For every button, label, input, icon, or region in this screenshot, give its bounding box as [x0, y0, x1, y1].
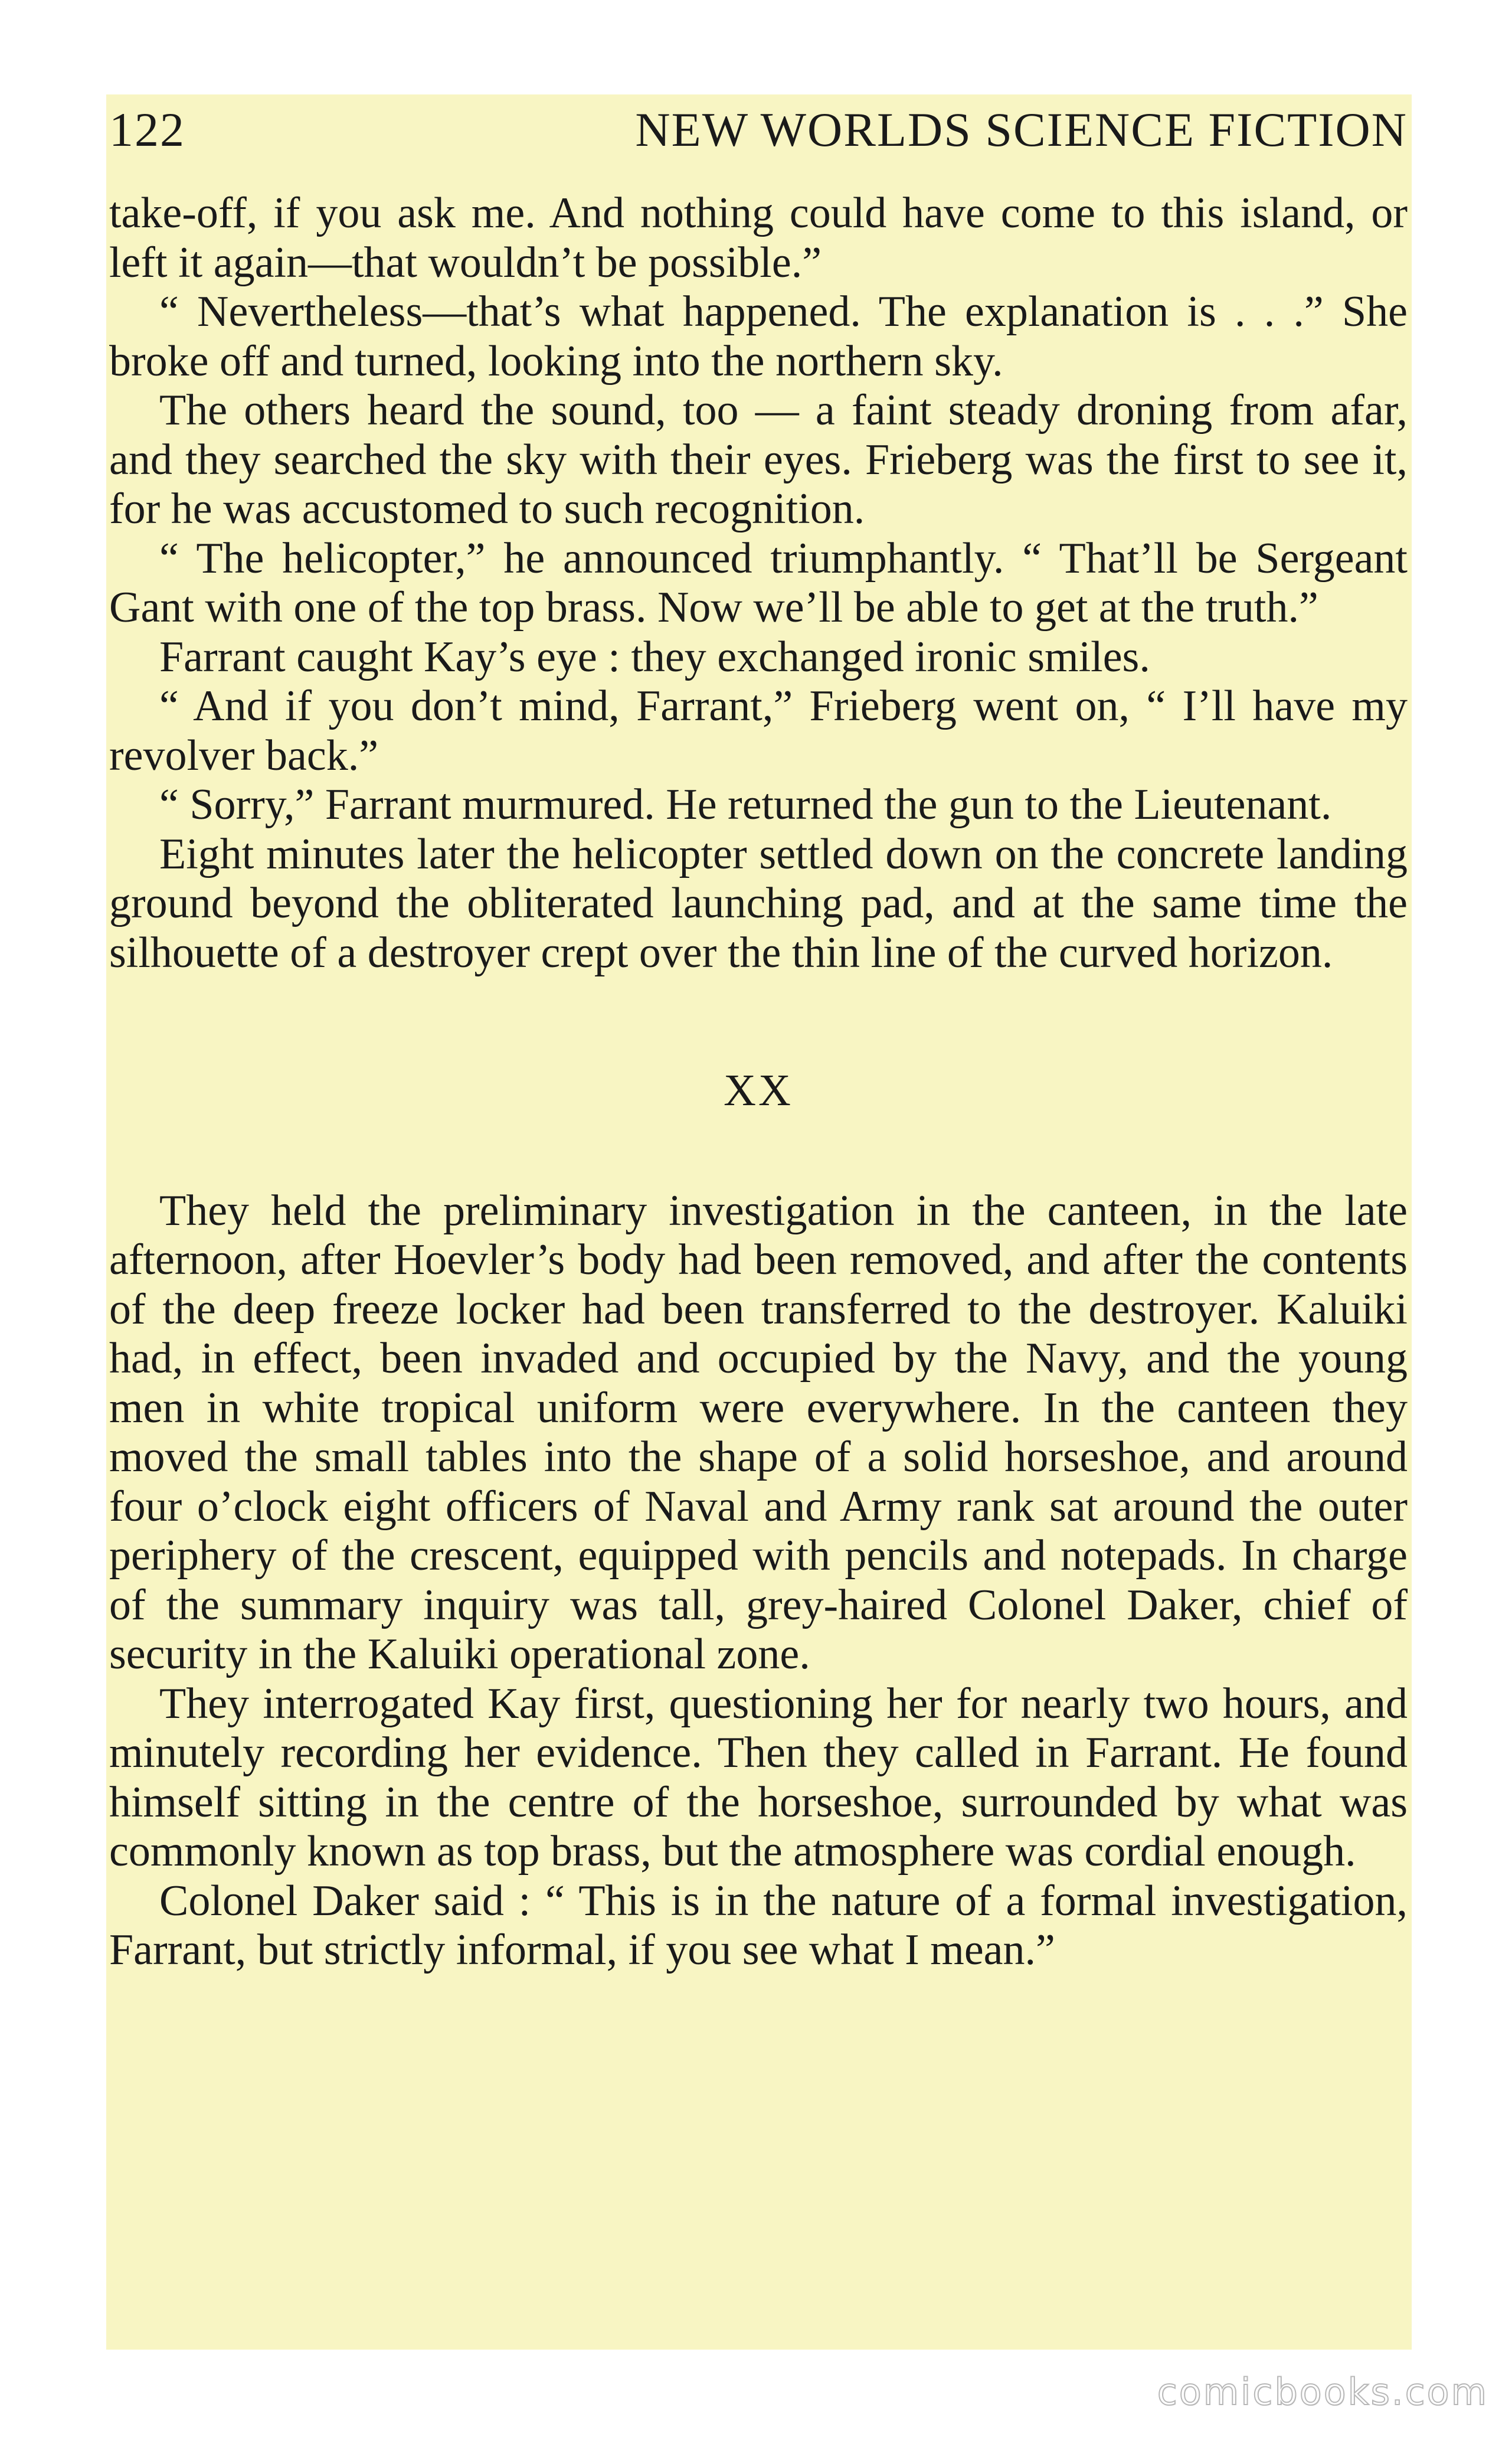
- paragraph: “ Nevertheless—that’s what happened. The explanation is . . .” She broke off and turned, looking into the northern sky.: [109, 288, 1408, 386]
- paragraph: “ The helicopter,” he announced triumphantly. “ That’ll be Sergeant Gant with one of the top brass. Now we’ll be able to get at the truth.”: [109, 534, 1408, 632]
- running-header: [109, 94, 1408, 165]
- paragraph-continuation: take-off, if you ask me. And nothing could have come to this island, or left it again—that wouldn’t be possible.”: [109, 189, 1408, 287]
- page-number: 122: [109, 103, 185, 156]
- paragraph: “ Sorry,” Farrant murmured. He returned the gun to the Lieutenant.: [159, 780, 1332, 829]
- paragraph: Farrant caught Kay’s eye : they exchanged ironic smiles.: [159, 632, 1150, 681]
- paragraph: They held the preliminary investigation in the canteen, in the late afternoon, after Hoevler’s body had been removed, and after the contents of the deep freeze locker had been transferred to the destroyer. Kaluiki had, in effect, been invaded and occupied by the Navy, and the young men in white tropical uniform were everywhere. In the canteen they moved the small tables into the shape of a solid horseshoe, and around four o’clock eight officers of Naval and Army rank sat around the outer periphery of the crescent, equipped with pencils and notepads. In charge of the summary inquiry was tall, grey-haired Colonel Daker, chief of security in the Kaluiki operational zone.: [109, 1186, 1408, 1678]
- paragraph: Eight minutes later the helicopter settled down on the concrete landing ground beyond the obliterated launching pad, and at the same time the silhouette of a destroyer crept over the thin line of the curved horizon.: [109, 829, 1408, 977]
- paragraph: “ And if you don’t mind, Farrant,” Frieberg went on, “ I’ll have my revolver back.”: [109, 682, 1408, 780]
- paragraph: Colonel Daker said : “ This is in the nature of a formal investigation, Farrant, but strictly informal, if you see what I mean.”: [109, 1876, 1408, 1974]
- paragraph: The others heard the sound, too — a faint steady droning from afar, and they searched the sky with their eyes. Frieberg was the first to see it, for he was accustomed to such recognition.: [109, 386, 1408, 533]
- watermark: comicbooks.com: [1157, 2370, 1488, 2413]
- paragraph: They interrogated Kay first, questioning her for nearly two hours, and minutely recording her evidence. Then they called in Farrant. He found himself sitting in the centre of the horseshoe, surrounded by what was commonly known as top brass, but the atmosphere was cordial enough.: [109, 1679, 1408, 1876]
- running-title: NEW WORLDS SCIENCE FICTION: [635, 103, 1408, 156]
- chapter-heading: XX: [724, 1066, 793, 1115]
- body-text: [109, 189, 1408, 1975]
